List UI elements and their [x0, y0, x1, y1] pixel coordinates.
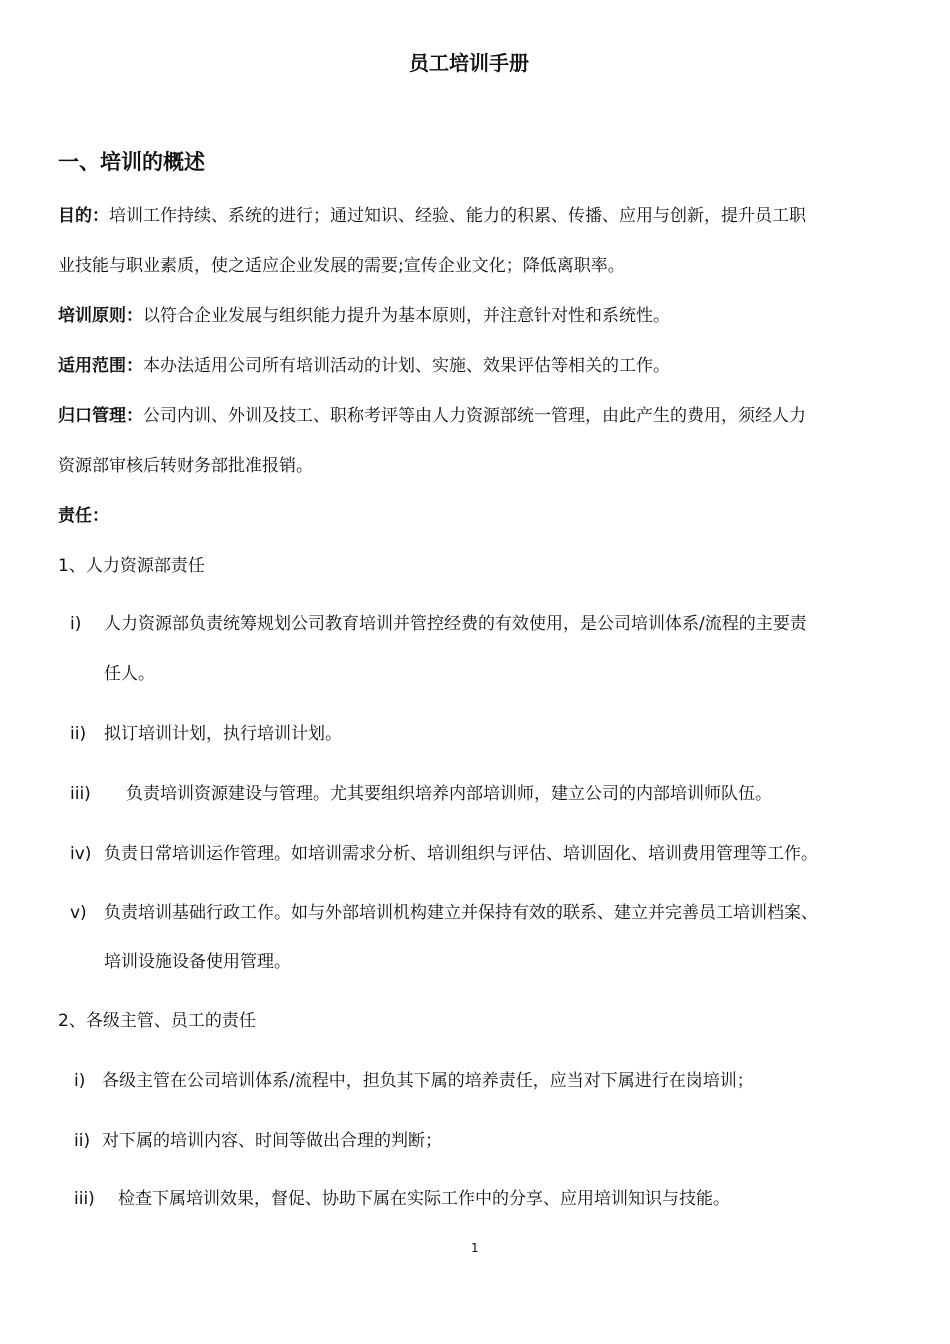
scope-text: 本办法适用公司所有培训活动的计划、实施、效果评估等相关的工作。: [143, 356, 670, 376]
hr-item-4-text: 负责日常培训运作管理。如培训需求分析、培训组织与评估、培训固化、培训费用管理等工作。: [104, 844, 818, 864]
managers-item-3-text: 检查下属培训效果，督促、协助下属在实际工作中的分享、应用培训知识与技能。: [118, 1189, 730, 1209]
principle-paragraph: [58, 305, 670, 327]
purpose-text-1: 培训工作持续、系统的进行；通过知识、经验、能力的积累、传播、应用与创新，提升员工职: [109, 206, 806, 226]
hr-item-2-marker: ii): [70, 724, 87, 744]
responsibility-label: 责任：: [58, 506, 109, 526]
scope-paragraph: [58, 355, 670, 377]
management-text-1: 公司内训、外训及技工、职称考评等由人力资源部统一管理，由此产生的费用，须经人力: [143, 406, 806, 426]
hr-item-1-text-1: 人力资源部负责统筹规划公司教育培训并管控经费的有效使用，是公司培训体系/流程的主要责: [104, 614, 807, 634]
managers-item-2-text: 对下属的培训内容、时间等做出合理的判断；: [102, 1131, 442, 1151]
hr-item-5-text-2: 培训设施设备使用管理。: [104, 952, 291, 972]
management-paragraph-line-1: [58, 405, 806, 427]
purpose-label: 目的：: [58, 206, 109, 226]
managers-item-3-marker: iii): [74, 1189, 95, 1209]
hr-item-3-marker: iii): [70, 784, 91, 804]
management-label: 归口管理：: [58, 406, 143, 426]
hr-item-1-text-2: 任人。: [104, 664, 155, 684]
management-text-2: 资源部审核后转财务部批准报销。: [58, 456, 313, 476]
document-title: 员工培训手册: [409, 51, 529, 75]
hr-item-5-marker: v): [70, 903, 87, 923]
page-number: 1: [471, 1241, 479, 1255]
hr-item-5-text-1: 负责培训基础行政工作。如与外部培训机构建立并保持有效的联系、建立并完善员工培训档案、: [104, 903, 818, 923]
scope-label: 适用范围：: [58, 356, 143, 376]
hr-responsibility-heading: 1、人力资源部责任: [58, 556, 205, 576]
hr-item-2-text: 拟订培训计划，执行培训计划。: [104, 724, 342, 744]
managers-item-1-text: 各级主管在公司培训体系/流程中，担负其下属的培养责任，应当对下属进行在岗培训；: [102, 1071, 754, 1091]
principle-text: 以符合企业发展与组织能力提升为基本原则，并注意针对性和系统性。: [143, 306, 670, 326]
purpose-paragraph-line-1: [58, 205, 806, 227]
section-heading-overview: 一、培训的概述: [58, 150, 205, 174]
managers-item-1-marker: i): [74, 1071, 86, 1091]
managers-item-2-marker: ii): [74, 1131, 91, 1151]
hr-item-4-marker: iv): [70, 844, 92, 864]
hr-item-3-text: 负责培训资源建设与管理。尤其要组织培养内部培训师，建立公司的内部培训师队伍。: [126, 784, 772, 804]
managers-responsibility-heading: 2、各级主管、员工的责任: [58, 1011, 256, 1031]
purpose-text-2: 业技能与职业素质，使之适应企业发展的需要;宣传企业文化；降低离职率。: [58, 256, 625, 276]
hr-item-1-marker: i): [70, 614, 82, 634]
principle-label: 培训原则：: [58, 306, 143, 326]
